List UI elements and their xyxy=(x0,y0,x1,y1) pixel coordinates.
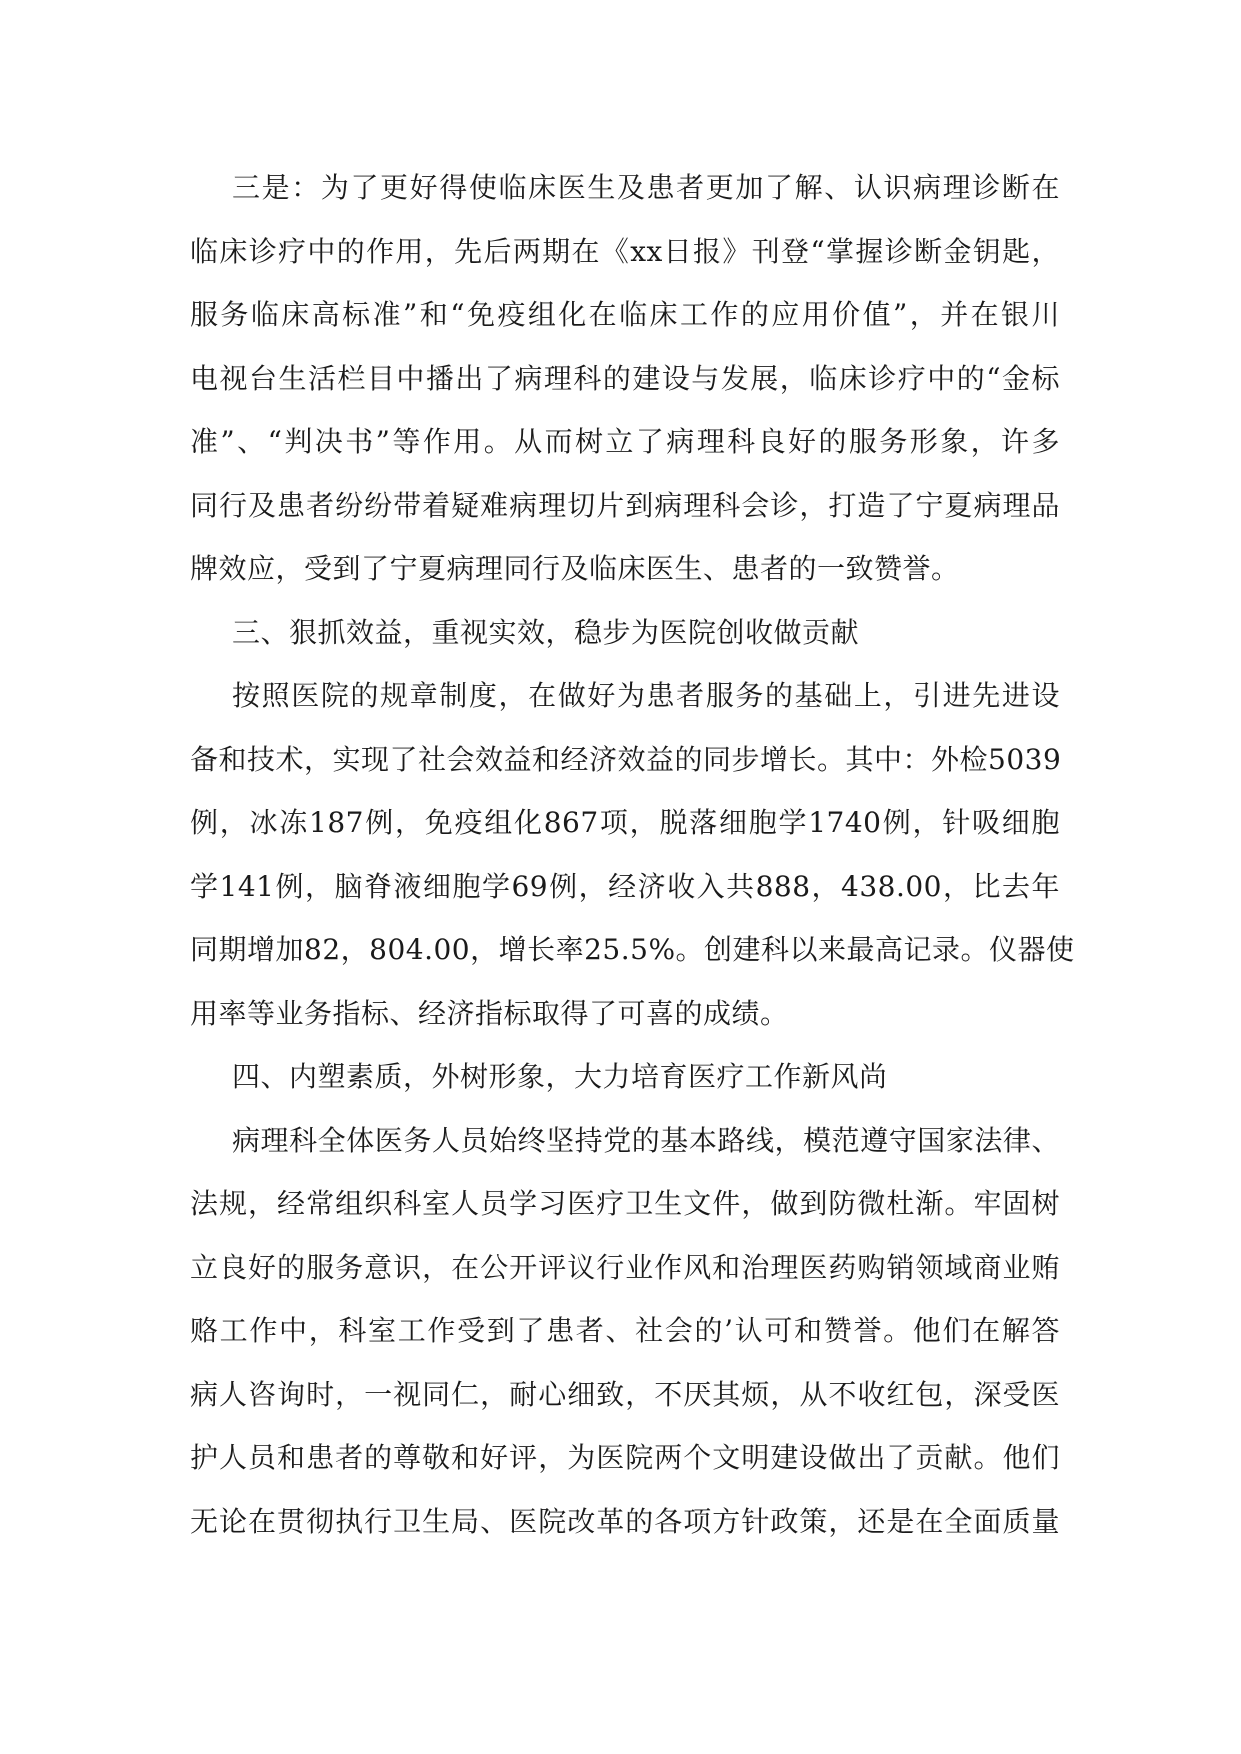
paragraph-line: 用率等业务指标、经济指标取得了可喜的成绩。 xyxy=(190,996,789,1030)
paragraph-line: 同行及患者纷纷带着疑难病理切片到病理科会诊，打造了宁夏病理品 xyxy=(190,488,1060,522)
section-heading: 三、狠抓效益，重视实效，稳步为医院创收做贡献 xyxy=(232,615,860,649)
paragraph-line: 赂工作中，科室工作受到了患者、社会的’认可和赞誉。他们在解答 xyxy=(190,1314,1060,1347)
paragraph-line: 立良好的服务意识，在公开评议行业作风和治理医药购销领域商业贿 xyxy=(190,1250,1060,1284)
paragraph-line: 无论在贯彻执行卫生局、医院改革的各项方针政策，还是在全面质量 xyxy=(190,1504,1060,1538)
paragraph-line: 服务临床高标准”和“免疫组化在临床工作的应用价值”，并在银川 xyxy=(190,298,1060,331)
paragraph-line: 备和技术，实现了社会效益和经济效益的同步增长。其中：外检5039 xyxy=(190,742,1062,776)
paragraph-line: 按照医院的规章制度，在做好为患者服务的基础上，引进先进设 xyxy=(232,679,1060,712)
paragraph-line: 同期增加82，804.00，增长率25.5%。创建科以来最高记录。仪器使 xyxy=(190,933,1075,966)
section-heading: 四、内塑素质，外树形象，大力培育医疗工作新风尚 xyxy=(232,1060,888,1093)
paragraph-line: 学141例，脑脊液细胞学69例，经济收入共888，438.00，比去年 xyxy=(190,869,1060,903)
paragraph-line: 临床诊疗中的作用，先后两期在《xx日报》刊登“掌握诊断金钥匙， xyxy=(190,234,1060,268)
paragraph-line: 例，冰冻187例，免疫组化867项，脱落细胞学1740例，针吸细胞 xyxy=(190,806,1060,839)
paragraph-line: 牌效应，受到了宁夏病理同行及临床医生、患者的一致赞誉。 xyxy=(190,552,960,585)
paragraph-line: 法规，经常组织科室人员学习医疗卫生文件，做到防微杜渐。牢固树 xyxy=(190,1187,1060,1220)
document-body xyxy=(190,156,1075,1553)
paragraph-line: 三是：为了更好得使临床医生及患者更加了解、认识病理诊断在 xyxy=(232,171,1060,204)
paragraph-line: 护人员和患者的尊敬和好评，为医院两个文明建设做出了贡献。他们 xyxy=(190,1441,1060,1474)
paragraph-line: 病理科全体医务人员始终坚持党的基本路线，模范遵守国家法律、 xyxy=(232,1123,1060,1157)
paragraph-line: 准”、“判决书”等作用。从而树立了病理科良好的服务形象，许多 xyxy=(190,425,1060,458)
paragraph-line: 病人咨询时，一视同仁，耐心细致，不厌其烦，从不收红包，深受医 xyxy=(190,1377,1060,1411)
paragraph-line: 电视台生活栏目中播出了病理科的建设与发展，临床诊疗中的“金标 xyxy=(190,361,1060,395)
